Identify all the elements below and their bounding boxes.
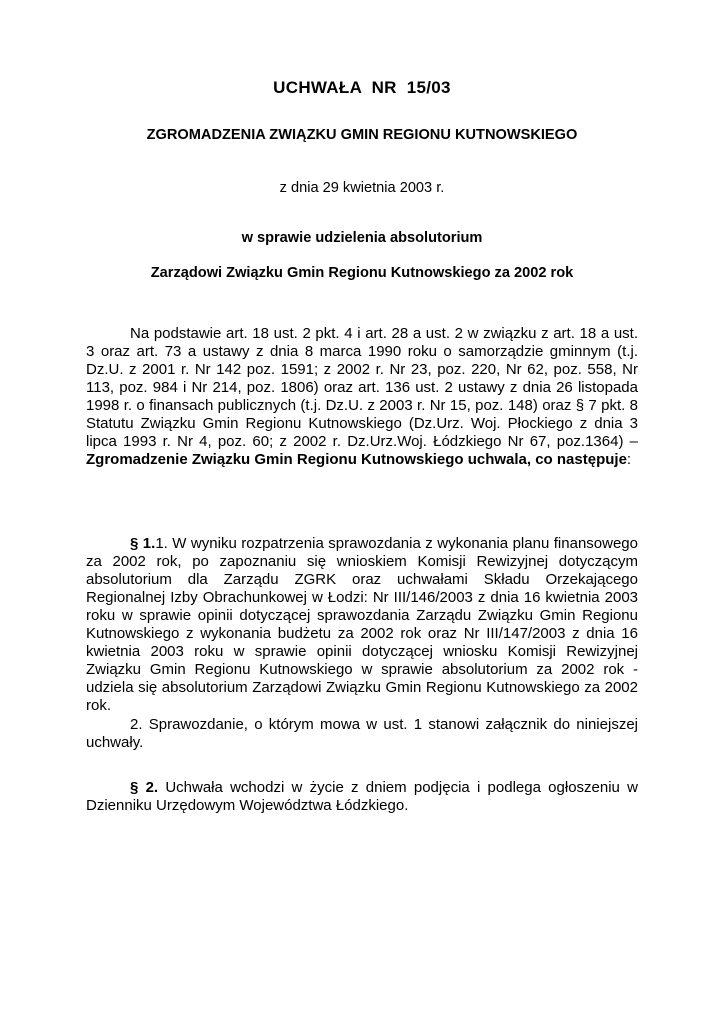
section-1-point-number: 1. <box>155 535 168 552</box>
enacting-clause-end: : <box>626 451 632 468</box>
section-1-paragraph <box>86 535 638 715</box>
legal-basis-paragraph <box>86 325 638 469</box>
legal-basis-text: Na podstawie art. 18 ust. 2 pkt. 4 i art. 28 a ust. 2 w związku z art. 18 a ust. 3 oraz art. 73 a ustawy z dnia 8 marca 1990 roku o samorządzie gminnym (t.j. Dz.U. z 2001 r. Nr 142 poz. 1591; z 2002 r. Nr 23, poz. 220, Nr 62, poz. 558, Nr 113, poz. 984 i Nr 214, poz. 1806) oraz art. 136 ust. 2 ustawy z dnia 26 listopada 1998 r. o finansach publicznych (t.j. Dz.U. z 2003 r. Nr 15, poz. 148) oraz § 7 pkt. 8 Statutu Związku Gmin Regionu Kutnowskiego (Dz.Urz. Woj. Płockiego z dnia 3 lipca 1993 r. Nr 4, poz. 60; z 2002 r. Dz.Urz.Woj. Łódzkiego Nr 67, poz.1364) – <box>86 325 638 450</box>
issuing-body: ZGROMADZENIA ZWIĄZKU GMIN REGIONU KUTNOWSKIEGO <box>146 127 578 143</box>
section-1-marker: § 1. <box>130 535 156 552</box>
resolution-title: UCHWAŁA NR 15/03 <box>273 78 451 97</box>
enacting-clause: Zgromadzenie Związku Gmin Regionu Kutnowskiego uchwala, co następuje <box>86 451 627 468</box>
resolution-subject: w sprawie udzielenia absolutorium <box>241 230 483 246</box>
resolution-subject-detail: Zarządowi Związku Gmin Regionu Kutnowskiego za 2002 rok <box>150 265 574 281</box>
section-2-text: Uchwała wchodzi w życie z dniem podjęcia i podlega ogłoszeniu w Dzienniku Urzędowym Województwa Łódzkiego. <box>86 779 638 814</box>
section-2-marker: § 2. <box>130 779 159 796</box>
resolution-date: z dnia 29 kwietnia 2003 r. <box>279 180 445 196</box>
section-1-text: W wyniku rozpatrzenia sprawozdania z wykonania planu finansowego za 2002 rok, po zapoznaniu się wnioskiem Komisji Rewizyjnej dotyczącym absolutorium dla Zarządu ZGRK oraz uchwałami Składu Orzekającego Regionalnej Izby Obrachunkowej w Łodzi: Nr III/146/2003 z dnia 16 kwietnia 2003 roku w sprawie opinii dotyczącej sprawozdania Zarządu Związku Gmin Regionu Kutnowskiego z wykonania budżetu za 2002 rok oraz Nr III/147/2003 z dnia 16 kwietnia 2003 roku w sprawie opinii dotyczącej wniosku Komisji Rewizyjnej Związku Gmin Regionu Kutnowskiego w sprawie absolutorium za 2002 rok - udziela się absolutorium Zarządowi Związku Gmin Regionu Kutnowskiego za 2002 rok. <box>86 535 638 714</box>
section-2-paragraph <box>86 779 638 815</box>
section-1-point-2: 2. Sprawozdanie, o którym mowa w ust. 1 stanowi załącznik do niniejszej uchwały. <box>86 716 638 751</box>
